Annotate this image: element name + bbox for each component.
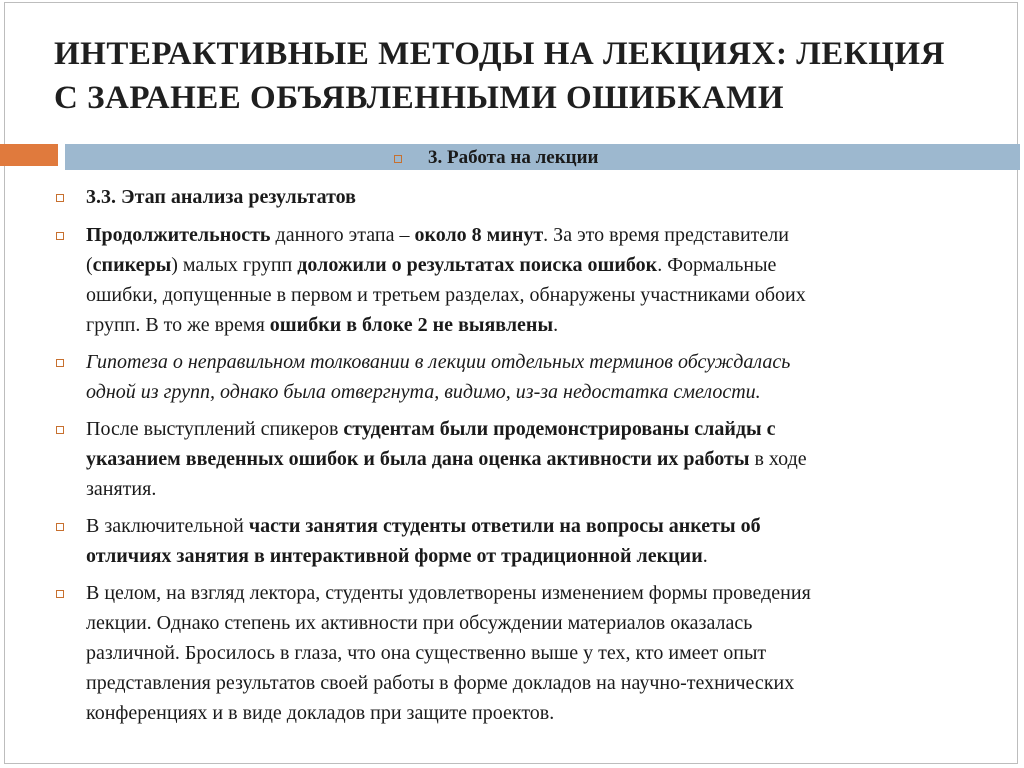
text-line: конференциях и в виде докладов при защите проектов. [86,702,555,724]
text: После выступлений спикеров [86,418,344,440]
italic-text: одной из групп, однако была отвергнута, видимо, из-за недостатка смелости. [86,381,761,403]
text: ) малых групп [171,254,298,276]
bold-text: ошибки в блоке 2 не выявлены [269,314,554,336]
text-line: представления результатов своей работы в форме докладов на научно-технических [86,672,795,694]
text-line: ошибки, допущенные в первом и третьем разделах, обнаружены участниками обоих [86,284,806,306]
section-header [396,146,599,170]
text: . Формальные [657,254,777,276]
bullet-icon [56,232,64,240]
section-header-text: 3. Работа на лекции [428,147,599,168]
item-heading: 3.3. Этап анализа результатов [86,186,356,208]
text-line: лекции. Однако степень их активности при обсуждении материалов оказалась [86,612,753,634]
bullet-icon [56,523,64,531]
bullet-icon [394,155,402,163]
slide-title-line-2: С ЗАРАНЕЕ ОБЪЯВЛЕННЫМИ ОШИБКАМИ [54,80,784,116]
text: данного этапа – [270,224,415,246]
text: ( [86,254,93,276]
text-line: различной. Бросилось в глаза, что она существенно выше у тех, кто имеет опыт [86,642,767,664]
bold-text: указанием введенных ошибок и была дана оценка активности их работы [86,448,750,470]
bullet-icon [56,426,64,434]
bullet-icon [56,194,64,202]
text: . [553,314,559,336]
bold-text: отличиях занятия в интерактивной форме от традиционной лекции [86,545,703,567]
italic-text: Гипотеза о неправильном толковании в лекции отдельных терминов обсуждалась [86,351,791,373]
slide-title-line-1: ИНТЕРАКТИВНЫЕ МЕТОДЫ НА ЛЕКЦИЯХ: ЛЕКЦИЯ [54,36,945,72]
text: в ходе [749,448,807,470]
text: групп. В то же время [86,314,270,336]
bold-text: студентам были продемонстрированы слайды с [343,418,776,440]
bold-text: части занятия студенты ответили на вопросы анкеты об [248,515,761,537]
slide-title [54,32,984,120]
bold-text: доложили о результатах поиска ошибок [297,254,658,276]
bullet-icon [56,590,64,598]
text: В заключительной [86,515,249,537]
bold-text: около 8 минут [414,224,544,246]
bullet-icon [56,359,64,367]
text: . За это время представители [543,224,789,246]
bold-text: спикеры [92,254,172,276]
text-line: В целом, на взгляд лектора, студенты удовлетворены изменением формы проведения [86,582,811,604]
text-line: занятия. [86,478,157,500]
accent-bar-orange [0,144,58,166]
text: . [702,545,708,567]
bold-text: Продолжительность [86,224,271,246]
